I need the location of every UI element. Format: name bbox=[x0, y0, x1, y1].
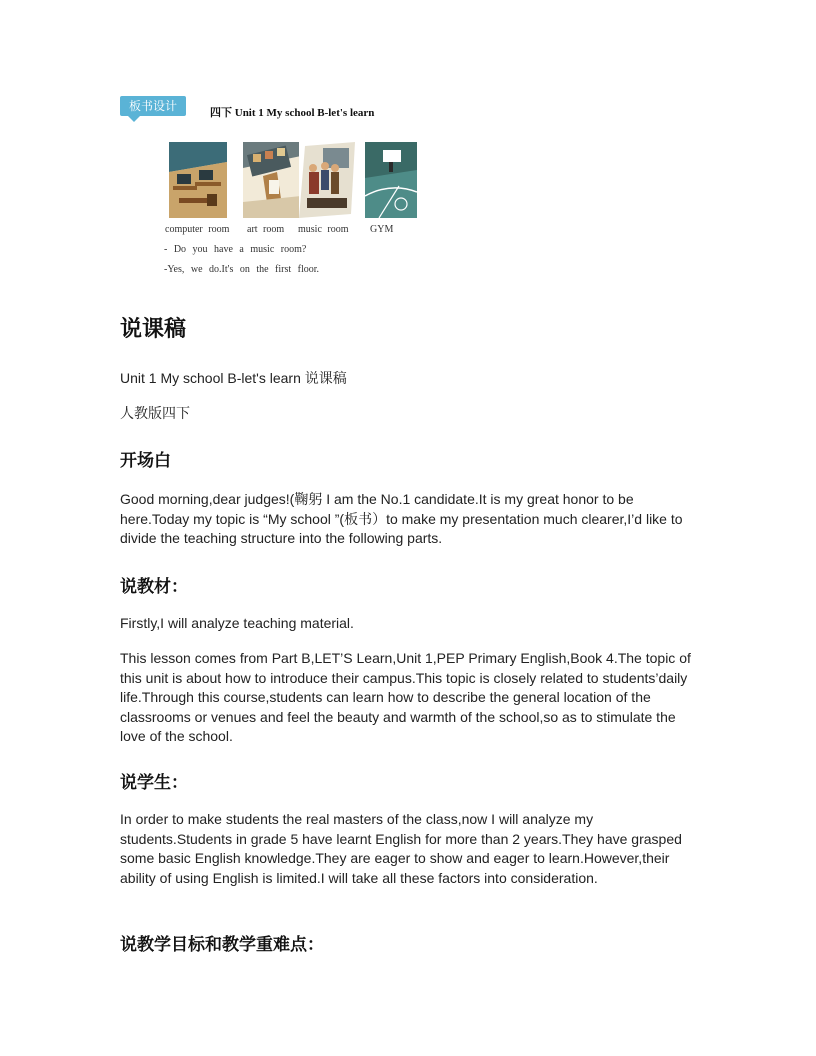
computer-room-illustration bbox=[169, 142, 227, 218]
music-room-illustration bbox=[299, 142, 357, 218]
label-gym: GYM bbox=[370, 224, 394, 235]
dialogue-question: - Do you have a music room? bbox=[164, 244, 307, 255]
board-design-figure bbox=[118, 96, 418, 280]
board-title: 四下 Unit 1 My school B-let's learn bbox=[210, 107, 375, 119]
section-heading-students: 说学生： bbox=[120, 773, 188, 793]
section-heading-objectives: 说教学目标和教学重难点： bbox=[120, 935, 324, 955]
section-heading-opening: 开场白 bbox=[120, 451, 171, 471]
art-room-illustration bbox=[243, 142, 301, 218]
edition-line: 人教版四下 bbox=[120, 405, 190, 421]
section-text-material-intro: Firstly,I will analyze teaching material. bbox=[120, 615, 354, 631]
section-text-students: In order to make students the real masters of the class,now I will analyze my students.Students in grade 5 have learnt English for more than 2 years.They have grasped some basic English knowledge.They are eager to show and eager to learn.However,their ability of using English is limited.I will take all these factors into consideration. bbox=[120, 811, 682, 886]
label-music-room: music room bbox=[298, 224, 349, 235]
document-title: 说课稿 bbox=[120, 317, 187, 342]
label-computer-room: computer room bbox=[165, 224, 230, 235]
board-design-tag: 板书设计 bbox=[120, 96, 186, 116]
section-text-opening: Good morning,dear judges!(鞠躬 I am the No.1 candidate.It is my great honor to be here.Today my topic is “My school ”(板书）to make my presentation much clearer,I’d like to divide the teaching structure into the following parts. bbox=[120, 491, 683, 547]
label-art-room: art room bbox=[247, 224, 285, 235]
section-heading-material: 说教材： bbox=[120, 577, 188, 597]
lesson-subtitle: Unit 1 My school B-let's learn 说课稿 bbox=[120, 370, 347, 386]
gym-illustration bbox=[365, 142, 417, 218]
section-text-material-body: This lesson comes from Part B,LET’S Learn,Unit 1,PEP Primary English,Book 4.The topic of this unit is about how to introduce their campus.This topic is closely related to students’daily life.Through this course,students can learn how to describe the general location of the classrooms or venues and feel the beauty and warmth of the school,so as to stimulate the love of the school. bbox=[120, 650, 691, 745]
dialogue-answer: -Yes, we do.It's on the first floor. bbox=[164, 264, 320, 275]
